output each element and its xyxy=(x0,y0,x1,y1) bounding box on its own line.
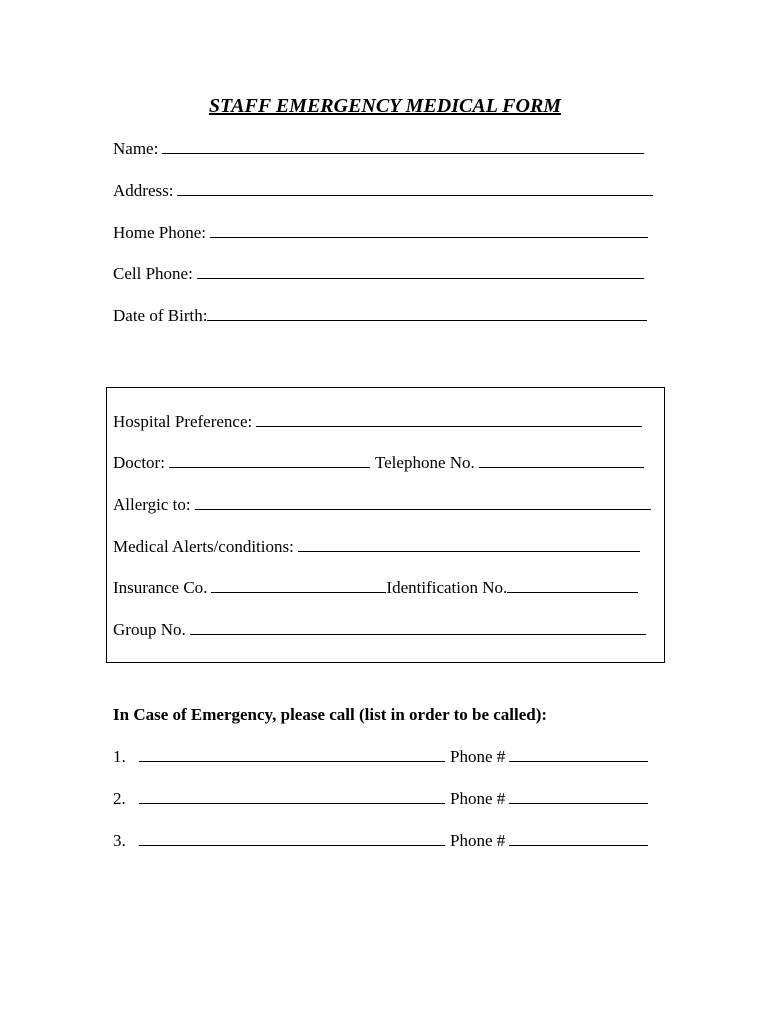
address-field[interactable] xyxy=(177,181,653,196)
hospital-field[interactable] xyxy=(256,412,642,427)
alerts-label: Medical Alerts/conditions: xyxy=(113,537,294,556)
alerts-row xyxy=(113,536,640,558)
name-field[interactable] xyxy=(162,139,644,154)
identification-field[interactable] xyxy=(507,578,638,593)
name-row xyxy=(113,138,644,160)
contact-row-1 xyxy=(113,746,648,768)
form-title: STAFF EMERGENCY MEDICAL FORM xyxy=(208,95,562,117)
contact-name-field[interactable] xyxy=(139,789,445,804)
contact-name-field[interactable] xyxy=(139,747,445,762)
dob-row xyxy=(113,305,647,327)
hospital-row xyxy=(113,411,642,433)
contact-number: 1. xyxy=(113,747,126,766)
insurance-label: Insurance Co. xyxy=(113,578,208,597)
group-field[interactable] xyxy=(190,620,646,635)
phone-label: Phone # xyxy=(450,831,506,850)
contact-number: 2. xyxy=(113,789,126,808)
address-row xyxy=(113,180,653,202)
doctor-label: Doctor: xyxy=(113,453,165,472)
group-row xyxy=(113,619,646,641)
alerts-field[interactable] xyxy=(298,537,640,552)
allergic-row xyxy=(113,494,651,516)
telephone-field[interactable] xyxy=(479,453,644,468)
insurance-row xyxy=(113,577,638,599)
group-label: Group No. xyxy=(113,620,186,639)
address-label: Address: xyxy=(113,181,174,200)
phone-label: Phone # xyxy=(450,747,506,766)
emergency-heading: In Case of Emergency, please call (list in order to be called): xyxy=(113,705,548,724)
contact-phone-field[interactable] xyxy=(509,789,648,804)
cell-phone-label: Cell Phone: xyxy=(113,264,193,283)
contact-row-3 xyxy=(113,830,648,852)
contact-name-field[interactable] xyxy=(139,831,445,846)
doctor-row xyxy=(113,452,644,474)
home-phone-field[interactable] xyxy=(210,223,648,238)
allergic-field[interactable] xyxy=(195,495,651,510)
allergic-label: Allergic to: xyxy=(113,495,191,514)
home-phone-label: Home Phone: xyxy=(113,223,207,242)
contact-number: 3. xyxy=(113,831,126,850)
dob-field[interactable] xyxy=(207,306,647,321)
contact-phone-field[interactable] xyxy=(509,747,648,762)
telephone-label: Telephone No. xyxy=(374,453,475,472)
cell-phone-row xyxy=(113,263,644,285)
cell-phone-field[interactable] xyxy=(197,264,644,279)
contact-row-2 xyxy=(113,788,648,810)
name-label: Name: xyxy=(113,139,159,158)
identification-label: Identification No. xyxy=(386,578,508,597)
phone-label: Phone # xyxy=(450,789,506,808)
hospital-label: Hospital Preference: xyxy=(113,412,253,431)
contact-phone-field[interactable] xyxy=(509,831,648,846)
dob-label: Date of Birth: xyxy=(113,306,208,325)
insurance-field[interactable] xyxy=(211,578,386,593)
home-phone-row xyxy=(113,222,648,244)
doctor-field[interactable] xyxy=(169,453,370,468)
